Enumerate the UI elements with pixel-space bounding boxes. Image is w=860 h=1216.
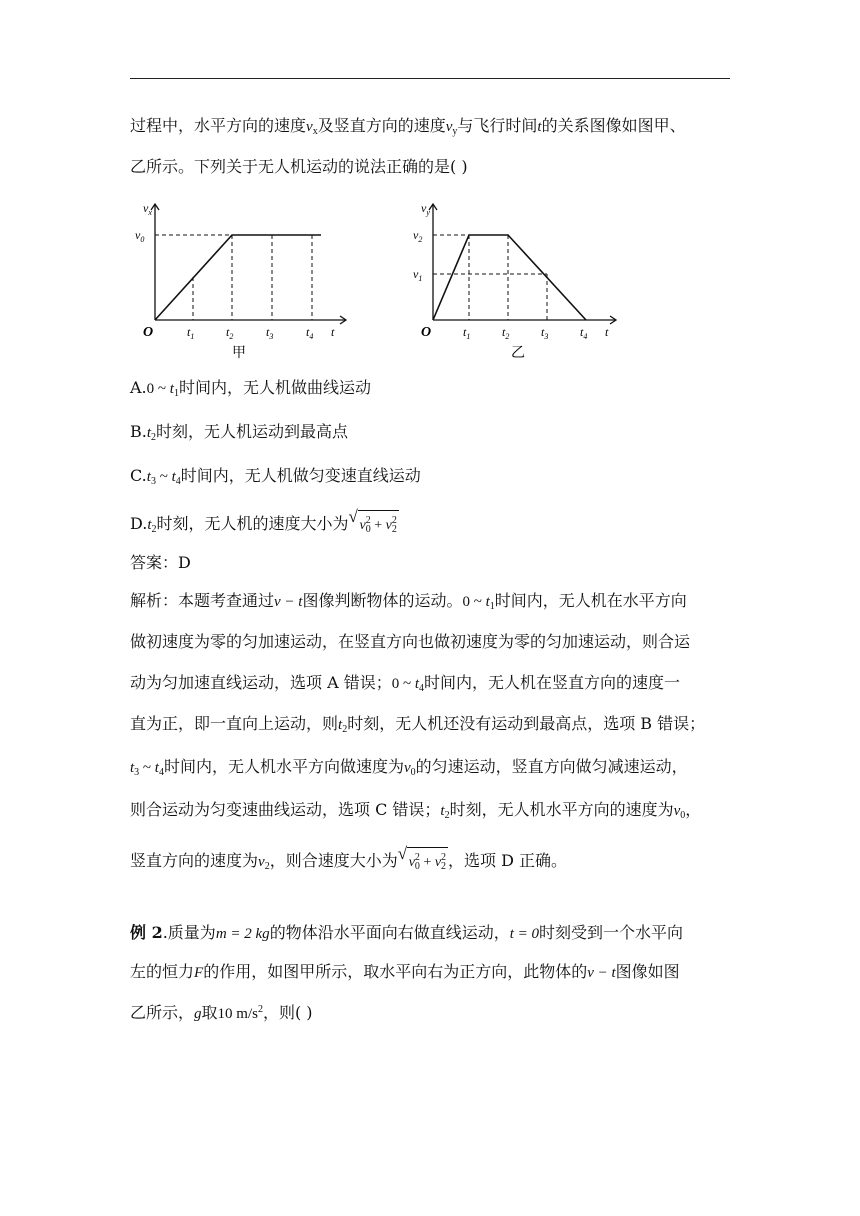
example2-line-1: 例 2.质量为m = 2 kg的物体沿水平面向右做直线运动，t = 0时刻受到一个水平向 — [130, 923, 684, 942]
yi-origin: O — [421, 325, 432, 340]
graph-jia — [125, 195, 355, 360]
jia-x-tick-2: $t_2$ — [226, 325, 234, 341]
answer: 答案：D — [130, 553, 191, 572]
example2-line-2: 左的恒力F的作用，如图甲所示，取水平向右为正方向，此物体的v − t图像如图 — [130, 962, 680, 981]
jia-x-tick-4: $t_4$ — [306, 325, 314, 341]
jia-x-tick-1: $t_1$ — [187, 325, 195, 341]
jia-y-axis-label: $v_x$ — [143, 201, 152, 217]
intro-line-2: 乙所示。下列关于无人机运动的说法正确的是( ) — [130, 157, 468, 176]
analysis-line-2: 做初速度为零的匀加速运动，在竖直方向也做初速度为零的匀加速运动，则合运 — [130, 632, 691, 651]
analysis-line-5: $t_3$ ~ $t_4$时间内，无人机水平方向做速度为$v_0$的匀速运动，竖直方向做匀减速运动， — [130, 757, 688, 778]
yi-x-tick-3: $t_3$ — [541, 325, 549, 341]
intro-line-1: 过程中，水平方向的速度$v_x$及竖直方向的速度$v_y$与飞行时间t的关系图像如图甲、 — [130, 116, 686, 137]
analysis-line-6: 则合运动为匀变速曲线运动，选项 C 错误；$t_2$时刻，无人机水平方向的速度为$v_0$， — [130, 800, 702, 821]
yi-x-tick-2: $t_2$ — [502, 325, 510, 341]
jia-caption: 甲 — [232, 346, 246, 360]
yi-y-tick-v1: $v_1$ — [413, 267, 423, 283]
sqrt-expression-analysis: √ $v^2_0 + v^2_2$ — [398, 847, 448, 877]
option-a: A.0 ~ $t_1$时间内，无人机做曲线运动 — [130, 378, 371, 399]
analysis-line-7: 竖直方向的速度为$v_2$，则合速度大小为 √ $v^2_0 + v^2_2$ ，选项 D 正确。 — [130, 847, 567, 877]
jia-x-axis-label: t — [331, 325, 335, 339]
yi-x-tick-4: $t_4$ — [580, 325, 588, 341]
jia-y-tick: $v_0$ — [135, 228, 145, 244]
analysis-line-1: 解析：本题考查通过v − t图像判断物体的运动。0 ~ $t_1$时间内，无人机在水平方向 — [130, 591, 687, 612]
analysis-line-4: 直为正，即一直向上运动，则$t_2$时刻，无人机还没有运动到最高点，选项 B 错误； — [130, 714, 706, 735]
jia-x-tick-3: $t_3$ — [266, 325, 274, 341]
yi-y-tick-v2: $v_2$ — [413, 228, 423, 244]
example2-line-3: 乙所示，g取10 $m/s^2$，则( ) — [130, 1003, 313, 1022]
option-d: $D.t_2$时刻，无人机的速度大小为 √ $v^2_0 + v^2_2$ — [130, 510, 399, 540]
yi-x-axis-label: t — [605, 325, 609, 339]
yi-x-tick-1: $t_1$ — [463, 325, 471, 341]
header-rule — [130, 78, 730, 79]
example-label: 例 2 — [130, 923, 163, 942]
yi-y-axis-label: $v_y$ — [421, 201, 430, 217]
option-b: $B.t_2$时刻，无人机运动到最高点 — [130, 422, 349, 443]
option-c: $C.t_3$ ~ $t_4$时间内，无人机做匀变速直线运动 — [130, 466, 421, 487]
yi-caption: 乙 — [511, 346, 525, 360]
analysis-line-3: 动为匀加速直线运动，选项 A 错误；0 ~ $t_4$时间内，无人机在竖直方向的速度一 — [130, 673, 681, 694]
graph-yi — [405, 195, 635, 360]
sqrt-expression: √ $v^2_0 + v^2_2$ — [349, 510, 399, 540]
jia-origin: O — [143, 325, 154, 340]
